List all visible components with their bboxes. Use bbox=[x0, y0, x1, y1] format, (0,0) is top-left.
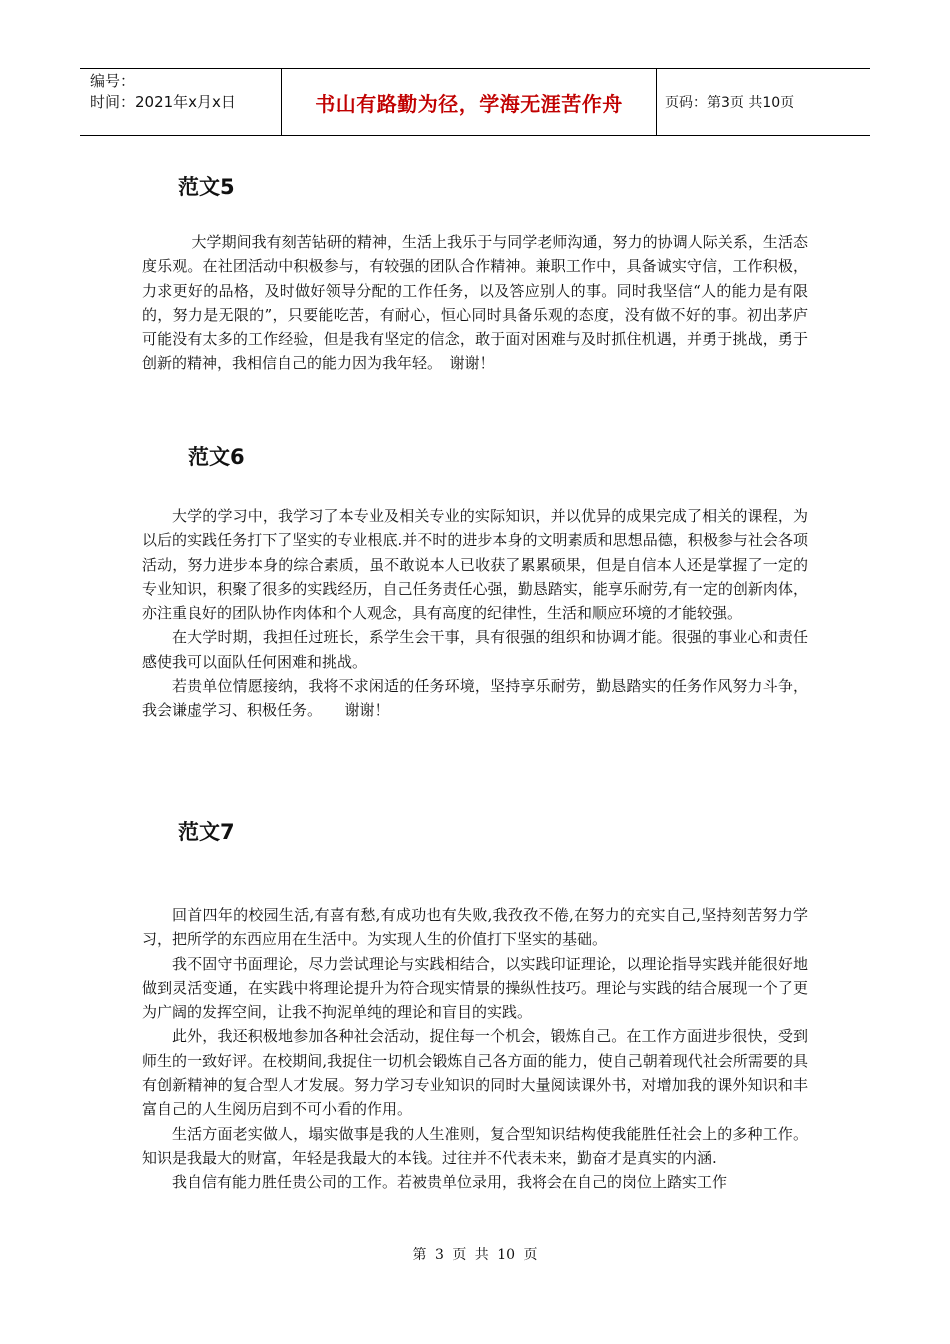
header-meta bbox=[80, 69, 282, 135]
footer-word: 共 bbox=[474, 1247, 489, 1263]
section-body bbox=[142, 504, 808, 723]
document-number-label: 编号： bbox=[90, 72, 136, 90]
page-header bbox=[80, 68, 870, 136]
header-motto: 书山有路勤为径，学海无涯苦作舟 bbox=[282, 69, 657, 135]
paragraph: 在大学时期，我担任过班长，系学生会干事，具有很强的组织和协调才能。很强的事业心和责任感使我可以面队任何困难和挑战。 bbox=[142, 628, 808, 671]
paragraph: 大学的学习中，我学习了本专业及相关专业的实际知识，并以优异的成果完成了相关的课程，为以后的实践任务打下了坚实的专业根底.并不时的进步本身的文明素质和思想品德，积极参与社会各项活动，努力进步本身的综合素质，虽不敢说本人已收获了累累硕果，但是自信本人还是掌握了一定的专业知识，积聚了很多的实践经历，自己任务责任心强，勤恳踏实，能享乐耐劳,有一定的创新肉体，亦注重良好的团队协作肉体和个人观念，具有高度的纪律性，生活和顺应环境的才能较强。 bbox=[142, 507, 808, 623]
section-body bbox=[142, 230, 808, 376]
page-footer bbox=[0, 1244, 950, 1264]
paragraph: 此外，我还积极地参加各种社会活动，捉住每一个机会，锻炼自己。在工作方面进步很快，受到师生的一致好评。在校期间,我捉住一切机会锻炼自己各方面的能力，使自己朝着现代社会所需要的具有创新精神的复合型人才发展。努力学习专业知识的同时大量阅读课外书，对增加我的课外知识和丰富自己的人生阅历启到不可小看的作用。 bbox=[142, 1027, 808, 1119]
header-page-info: 页码：第3页 共10页 bbox=[665, 95, 795, 111]
section-title: 范文6 bbox=[188, 445, 245, 469]
footer-word: 页 bbox=[523, 1247, 538, 1263]
footer-page-number: 3 bbox=[434, 1247, 444, 1263]
paragraph: 回首四年的校园生活,有喜有愁,有成功也有失败,我孜孜不倦,在努力的充实自己,坚持刻苦努力学习，把所学的东西应用在生活中。为实现人生的价值打下坚实的基础。 bbox=[142, 906, 808, 949]
footer-word: 第 bbox=[412, 1247, 427, 1263]
section-body bbox=[142, 903, 808, 1195]
paragraph: 大学期间我有刻苦钻研的精神，生活上我乐于与同学老师沟通，努力的协调人际关系，生活态度乐观。在社团活动中积极参与，有较强的团队合作精神。兼职工作中，具备诚实守信，工作积极，力求更好的品格，及时做好领导分配的工作任务，以及答应别人的事。同时我坚信“人的能力是有限的，努力是无限的”，只要能吃苦，有耐心，恒心同时具备乐观的态度，没有做不好的事。初出茅庐可能没有太多的工作经验，但是我有坚定的信念，敢于面对困难与及时抓住机遇，并勇于挑战，勇于创新的精神，我相信自己的能力因为我年轻。 谢谢！ bbox=[142, 233, 808, 373]
footer-word: 页 bbox=[452, 1247, 467, 1263]
footer-total-pages: 10 bbox=[497, 1247, 516, 1263]
paragraph: 我自信有能力胜任贵公司的工作。若被贵单位录用，我将会在自己的岗位上踏实工作 bbox=[172, 1173, 728, 1192]
document-date: 时间：2021年x月x日 bbox=[90, 93, 236, 111]
paragraph: 我不固守书面理论，尽力尝试理论与实践相结合，以实践印证理论，以理论指导实践并能很好地做到灵活变通，在实践中将理论提升为符合现实情景的操纵性技巧。理论与实践的结合展现一个了更为广阔的发挥空间，让我不拘泥单纯的理论和盲目的实践。 bbox=[142, 954, 808, 1022]
paragraph: 若贵单位情愿接纳，我将不求闲适的任务环境，坚持享乐耐劳，勤恳踏实的任务作风努力斗争，我会谦虚学习、积极任务。 谢谢！ bbox=[142, 677, 808, 720]
paragraph: 生活方面老实做人，塌实做事是我的人生准则，复合型知识结构使我能胜任社会上的多种工作。知识是我最大的财富，年轻是我最大的本钱。过往并不代表未来，勤奋才是真实的内涵. bbox=[142, 1124, 808, 1167]
section-title: 范文5 bbox=[178, 175, 235, 199]
section-title: 范文7 bbox=[178, 820, 235, 844]
